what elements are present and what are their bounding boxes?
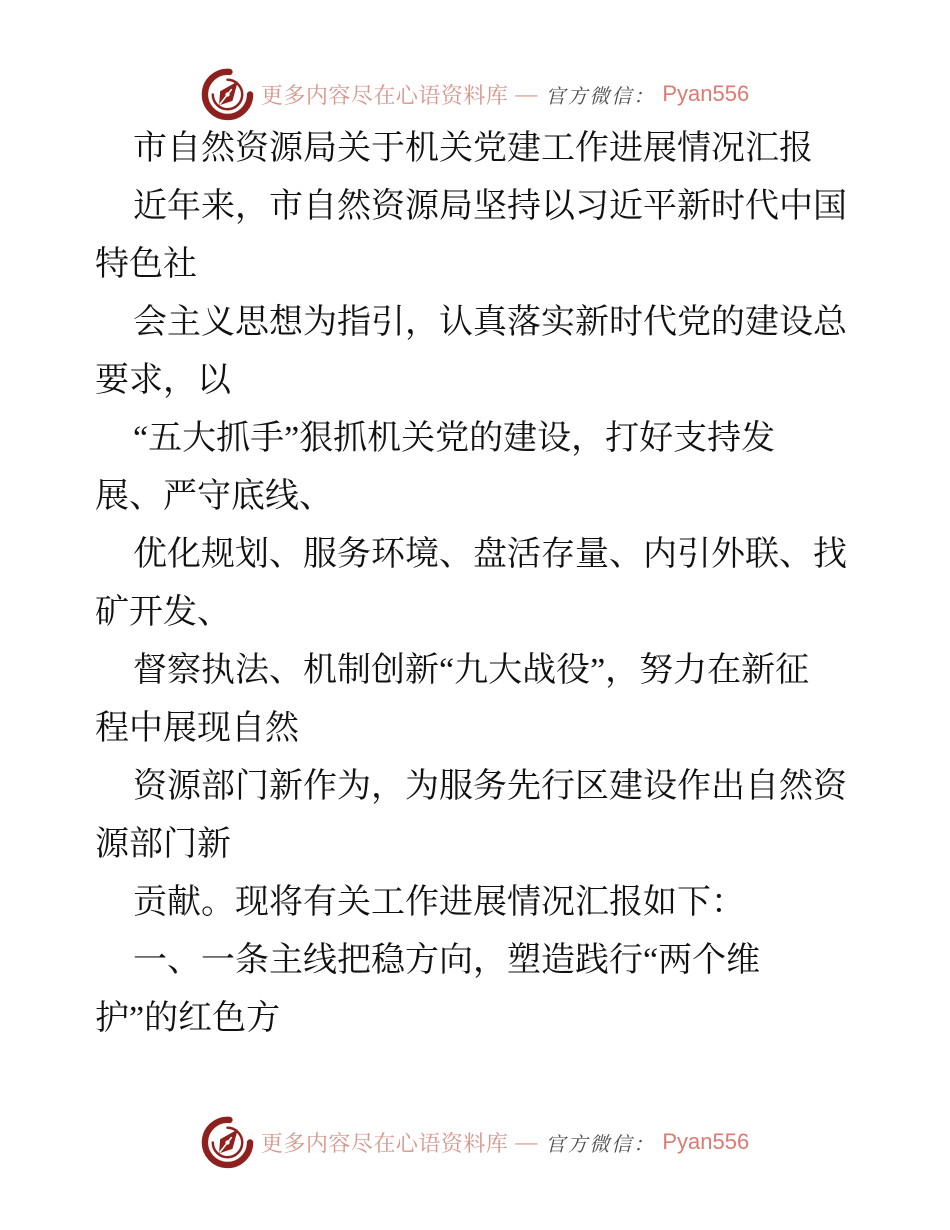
wechat-id: Pyan556 — [662, 81, 750, 106]
watermark-brand-text: 更多内容尽在心语资料库 — [260, 1130, 509, 1156]
text-line: 护”的红色方 — [95, 1000, 281, 1037]
text-line: 资源部门新作为，为服务先行区建设作出自然资 — [133, 768, 847, 805]
text-line: “五大抓手”狠抓机关党的建设，打好支持发 — [133, 420, 776, 457]
text-line: 一、一条主线把稳方向，塑造践行“两个维 — [133, 942, 761, 979]
watermark-dash: — — [515, 1129, 538, 1154]
text-line: 程中展现自然 — [95, 710, 299, 747]
ink-pen-seal-icon — [201, 1116, 254, 1169]
wechat-label: 官方微信： — [545, 1133, 656, 1156]
text-line: 要求，以 — [95, 362, 231, 399]
text-line: 矿开发、 — [95, 594, 231, 631]
text-line: 市自然资源局关于机关党建工作进展情况汇报 — [133, 130, 813, 167]
text-line: 贡献。现将有关工作进展情况汇报如下： — [133, 884, 745, 921]
watermark-brand-text: 更多内容尽在心语资料库 — [260, 82, 509, 108]
text-line: 源部门新 — [95, 826, 231, 863]
watermark-footer — [0, 1114, 950, 1170]
watermark-dash: — — [515, 81, 538, 106]
wechat-id: Pyan556 — [662, 1129, 750, 1154]
text-line: 近年来，市自然资源局坚持以习近平新时代中国 — [133, 188, 847, 225]
watermark-header — [0, 66, 950, 122]
document-body — [95, 120, 865, 1048]
wechat-label: 官方微信： — [545, 85, 656, 108]
text-line: 会主义思想为指引，认真落实新时代党的建设总 — [133, 304, 847, 341]
text-line: 特色社 — [95, 246, 197, 283]
ink-pen-seal-icon — [201, 68, 254, 121]
text-line: 优化规划、服务环境、盘活存量、内引外联、找 — [133, 536, 847, 573]
text-line: 督察执法、机制创新“九大战役”，努力在新征 — [133, 652, 810, 689]
text-line: 展、严守底线、 — [95, 478, 333, 515]
